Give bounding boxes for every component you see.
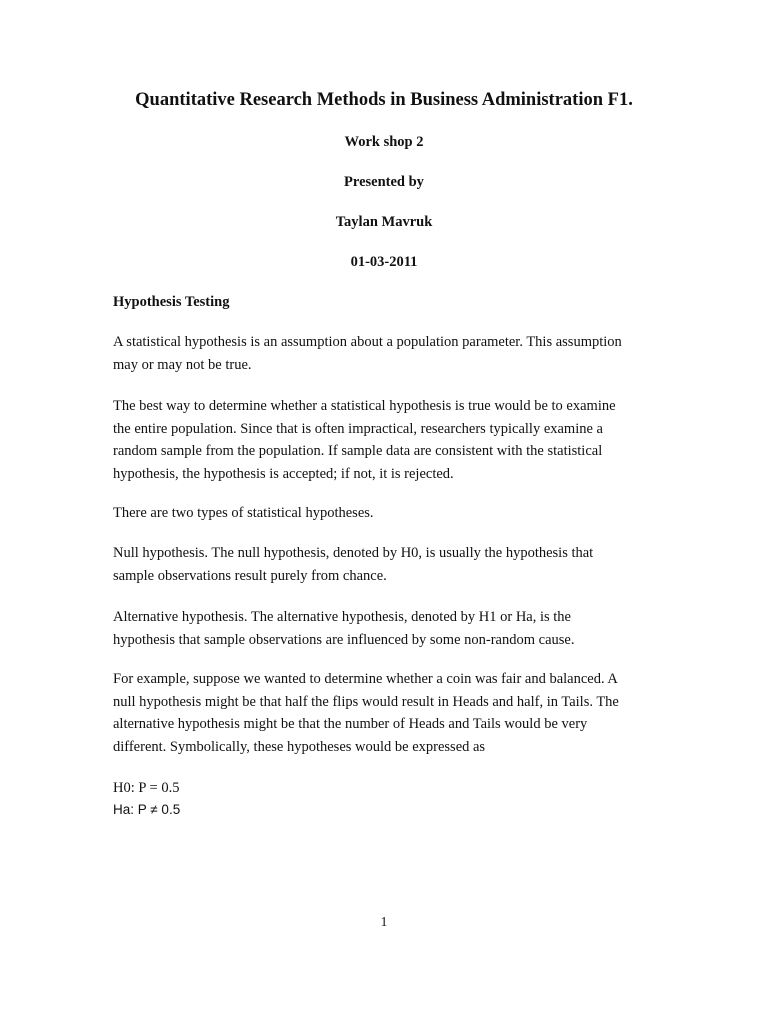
document-date: 01-03-2011 — [350, 254, 418, 270]
workshop-label: Work shop 2 — [344, 134, 424, 150]
paragraph-types — [113, 502, 653, 525]
paragraph-coin-example — [113, 668, 653, 758]
paragraph-line: A statistical hypothesis is an assumption about a population parameter. This assumption — [113, 334, 622, 350]
paragraph-line: hypothesis, the hypothesis is accepted; if not, it is rejected. — [113, 465, 454, 482]
paragraph-alternative-hypothesis — [113, 606, 653, 651]
alternative-hypothesis-formula: Ha: P ≠ 0.5 — [113, 802, 181, 817]
paragraph-null-hypothesis — [113, 542, 653, 587]
paragraph-definition — [113, 331, 653, 376]
paragraph-line: different. Symbolically, these hypotheses would be expressed as — [113, 738, 486, 755]
paragraph-line: Null hypothesis. The null hypothesis, denoted by H0, is usually the hypothesis that — [113, 545, 594, 561]
paragraph-population — [113, 395, 653, 485]
null-hypothesis-formula: H0: P = 0.5 — [113, 780, 180, 796]
paragraph-line: hypothesis that sample observations are influenced by some non-random cause. — [113, 631, 575, 648]
author-name: Taylan Mavruk — [335, 214, 433, 230]
paragraph-line: the entire population. Since that is often impractical, researchers typically examine a — [113, 420, 603, 437]
paragraph-line: For example, suppose we wanted to determine whether a coin was fair and balanced. A — [113, 671, 618, 687]
section-heading: Hypothesis Testing — [113, 294, 230, 310]
presented-by-label: Presented by — [344, 174, 424, 190]
document-title: Quantitative Research Methods in Business Administration F1. — [135, 90, 633, 110]
paragraph-line: Alternative hypothesis. The alternative hypothesis, denoted by H1 or Ha, is the — [113, 609, 571, 625]
paragraph-line: sample observations result purely from chance. — [113, 567, 387, 584]
page-number: 1 — [380, 914, 388, 929]
paragraph-line: The best way to determine whether a statistical hypothesis is true would be to examine — [113, 398, 616, 414]
paragraph-line: random sample from the population. If sample data are consistent with the statistical — [113, 443, 603, 460]
paragraph-line: There are two types of statistical hypotheses. — [113, 505, 374, 521]
paragraph-line: may or may not be true. — [113, 356, 252, 373]
paragraph-line: alternative hypothesis might be that the number of Heads and Tails would be very — [113, 716, 588, 733]
paragraph-line: null hypothesis might be that half the flips would result in Heads and half, in Tails. The — [113, 693, 619, 710]
